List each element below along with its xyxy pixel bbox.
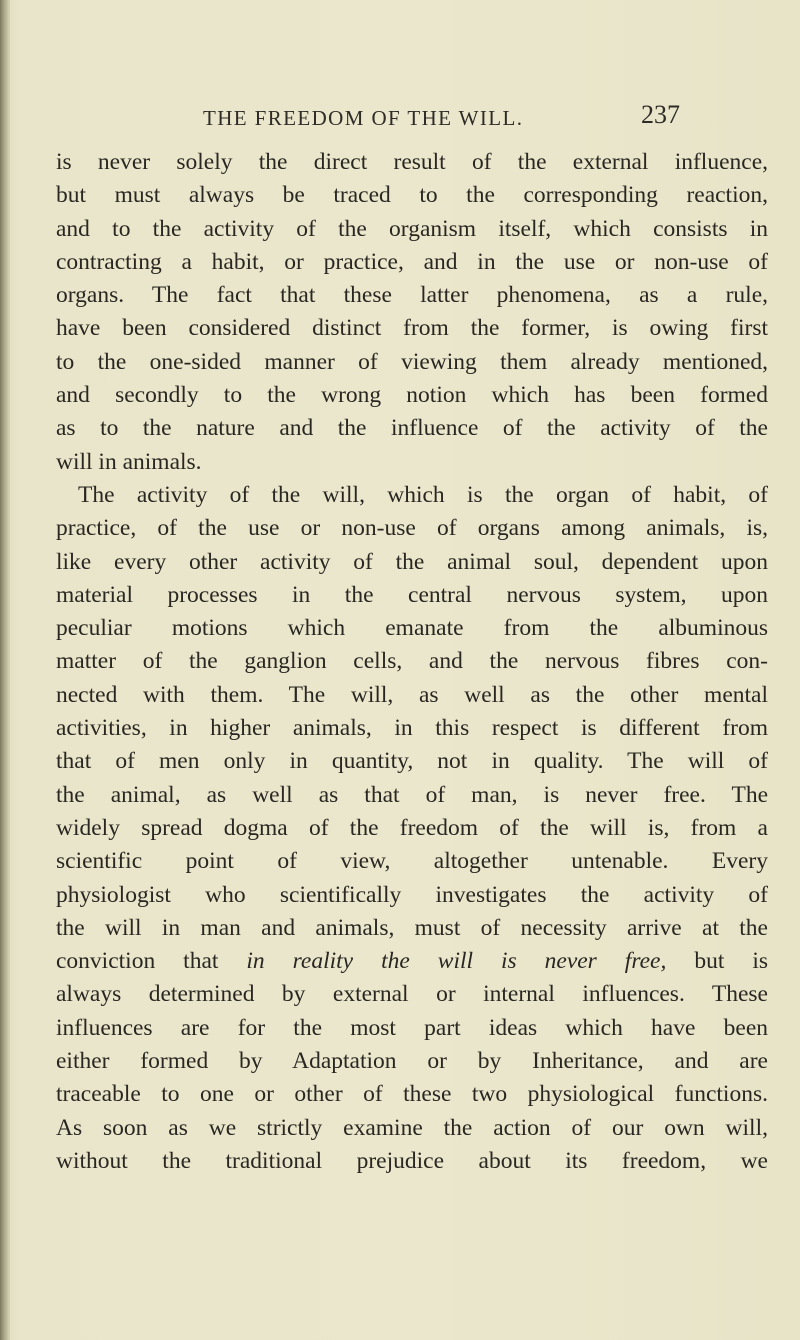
text-line: have been considered distinct from the former, is owing first [56, 315, 768, 342]
running-title: THE FREEDOM OF THE WILL. [203, 106, 524, 130]
text-line: either formed by Adaptation or by Inheritance, and are [56, 1048, 768, 1075]
text-line-with-italic [56, 945, 768, 978]
italic-phrase: in reality the will is never free, [246, 948, 667, 975]
text-run: conviction that [56, 948, 247, 975]
text-line: contracting a habit, or practice, and in the use or non-use of [56, 248, 768, 275]
text-line: and to the activity of the organism itself, which consists in [56, 215, 768, 242]
text-line: organs. The fact that these latter phenomena, as a rule, [56, 282, 768, 309]
text-line: will in animals. [56, 448, 202, 475]
text-line: that of men only in quantity, not in quality. The will of [56, 748, 768, 775]
text-line: The activity of the will, which is the organ of habit, of [78, 481, 768, 508]
text-line: to the one-sided manner of viewing them already mentioned, [56, 348, 768, 375]
text-line: peculiar motions which emanate from the albuminous [56, 615, 768, 642]
text-line: physiologist who scientifically investigates the activity of [56, 881, 768, 908]
text-line: material processes in the central nervous system, upon [56, 581, 768, 608]
text-line: always determined by external or internal influences. These [56, 981, 768, 1008]
text-line: influences are for the most part ideas which have been [56, 1014, 768, 1041]
text-line: traceable to one or other of these two physiological functions. [56, 1081, 768, 1108]
text-line: the animal, as well as that of man, is never free. The [56, 781, 768, 808]
text-line: like every other activity of the animal soul, dependent upon [56, 548, 768, 575]
running-head [0, 100, 800, 136]
text-line: As soon as we strictly examine the action of our own will, [56, 1114, 768, 1141]
text-line: nected with them. The will, as well as the other mental [56, 681, 768, 708]
text-line: but must always be traced to the corresponding reaction, [56, 182, 768, 209]
text-line: is never solely the direct result of the external influence, [56, 149, 768, 175]
text-line: widely spread dogma of the freedom of the will is, from a [56, 814, 768, 841]
binding-edge [0, 0, 10, 1340]
text-line: without the traditional prejudice about its freedom, we [56, 1147, 768, 1174]
text-line: the will in man and animals, must of necessity arrive at the [56, 914, 768, 941]
page-number: 237 [641, 100, 680, 129]
text-line: matter of the ganglion cells, and the nervous fibres con- [56, 648, 768, 675]
body-text [56, 146, 768, 1178]
text-run: but is [666, 948, 768, 975]
text-line: activities, in higher animals, in this respect is different from [56, 715, 768, 742]
text-line: scientific point of view, altogether untenable. Every [56, 848, 768, 875]
text-line: and secondly to the wrong notion which has been formed [56, 382, 768, 409]
text-line: as to the nature and the influence of the activity of the [56, 415, 768, 442]
text-line: practice, of the use or non-use of organs among animals, is, [56, 515, 768, 542]
